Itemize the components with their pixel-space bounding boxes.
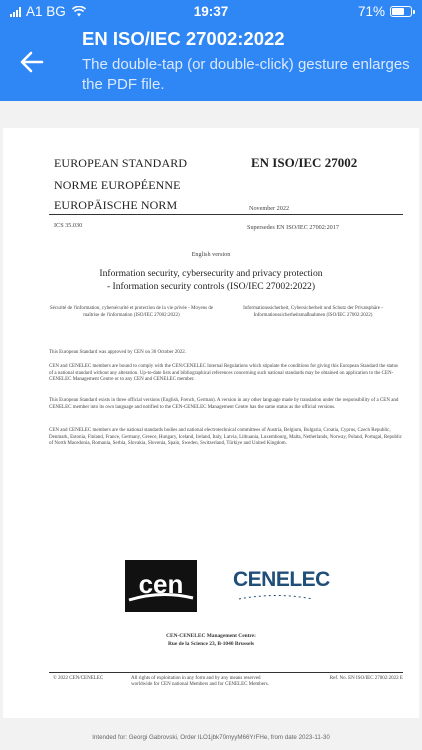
paragraph-members: CEN and CENELEC members are the national standards bodies and national electrotechnical committees of Austria, Belgium, Bulgaria, Croatia, Cyprus, Czech Republic, Denmark, Estonia, Finland, France, Germany, Greece, Hungary, Iceland, Ireland, Italy, Latvia, Lithuania, Luxembourg, Malta, Netherlands, Norway, Poland, Portugal, Republic of North Macedonia, Romania, Serbia, Slovakia, Slovenia, Spain, Sweden, Switzerland, Türkiye and United Kingdom. xyxy=(49,428,402,446)
paragraph-regulations: CEN and CENELEC members are bound to comply with the CEN/CENELEC Internal Regulations which stipulate the conditions for giving this European Standard the status of a national standard without any alteration. Up-to-date lists and bibliographical references concerning such national standards may be obtained on application to the CEN-CENELEC Management Centre or to any CEN and CENELEC member. xyxy=(49,364,398,382)
approval-note: This European Standard was approved by CEN on 30 October 2022. xyxy=(49,350,187,355)
standard-type-fr: NORME EUROPÉENNE xyxy=(54,178,181,192)
ics-code: ICS 35.030 xyxy=(54,222,83,229)
copyright: © 2022 CEN/CENELEC xyxy=(53,676,104,681)
app-header xyxy=(0,0,422,101)
divider xyxy=(49,214,403,215)
intended-for-watermark: Intended for: Georgi Gabrovski, Order ILO1jbk70myyM66YrFHe, from date 2023-11-30 xyxy=(92,734,330,741)
paragraph-versions: This European Standard exists in three official versions (English, French, German). A version in any other language made by translation under the responsibility of a CEN and CENELEC member into its own language and notified to the CEN-CENELEC Management Centre has the same status as the official versions. xyxy=(49,398,399,410)
publication-date: November 2022 xyxy=(249,205,290,212)
cen-logo-text: cen xyxy=(138,569,184,599)
status-bar xyxy=(0,0,422,24)
rights-notice: All rights of exploitation in any form and by any means reserved worldwide for CEN national Members and for CENELEC Members. xyxy=(131,676,269,688)
main-title-line-2: - Information security controls (ISO/IEC 27002:2022) xyxy=(106,281,316,292)
page-title: EN ISO/IEC 27002:2022 xyxy=(82,28,285,49)
clock: 19:37 xyxy=(193,4,229,19)
battery-group xyxy=(358,4,412,19)
back-button[interactable] xyxy=(14,44,50,80)
battery-percent: 71% xyxy=(357,4,385,19)
french-title: Sécurité de l'information, cybersécurité et protection de la vie privée - Moyens de maîtrise de l'information (ISO/IEC 27002:2022) xyxy=(49,306,214,318)
management-address: Rue de la Science 23, B-1040 Brussels xyxy=(167,641,255,647)
supersedes: Supersedes EN ISO/IEC 27002:2017 xyxy=(247,224,339,231)
page-subtitle: The double-tap (or double-click) gesture enlarges the PDF file. xyxy=(82,56,410,93)
reference-number: Ref. No. EN ISO/IEC 27002:2022 E xyxy=(329,676,403,681)
standard-type-en: EUROPEAN STANDARD xyxy=(54,156,188,170)
cenelec-stars-icon xyxy=(237,594,315,604)
cen-logo xyxy=(125,560,197,612)
german-title: Informationssicherheit, Cybersicherheit und Schutz der Privatsphäre - Informationssicherheitsmaßnahmen (ISO/IEC 27002:2022) xyxy=(243,306,383,318)
footer-divider xyxy=(49,672,403,673)
language-version: English version xyxy=(191,251,231,258)
standard-number: EN ISO/IEC 27002 xyxy=(251,155,358,170)
arrow-left-icon xyxy=(20,51,44,73)
cenelec-logo xyxy=(233,568,330,608)
carrier-name: A1 BG xyxy=(26,4,66,19)
pdf-page[interactable] xyxy=(3,128,419,718)
main-title-line-1: Information security, cybersecurity and privacy protection xyxy=(99,268,323,279)
battery-icon xyxy=(390,6,412,17)
cenelec-logo-text: CENELEC xyxy=(233,568,330,591)
management-centre: CEN-CENELEC Management Centre: xyxy=(166,633,256,639)
standard-type-de: EUROPÄISCHE NORM xyxy=(54,198,178,212)
